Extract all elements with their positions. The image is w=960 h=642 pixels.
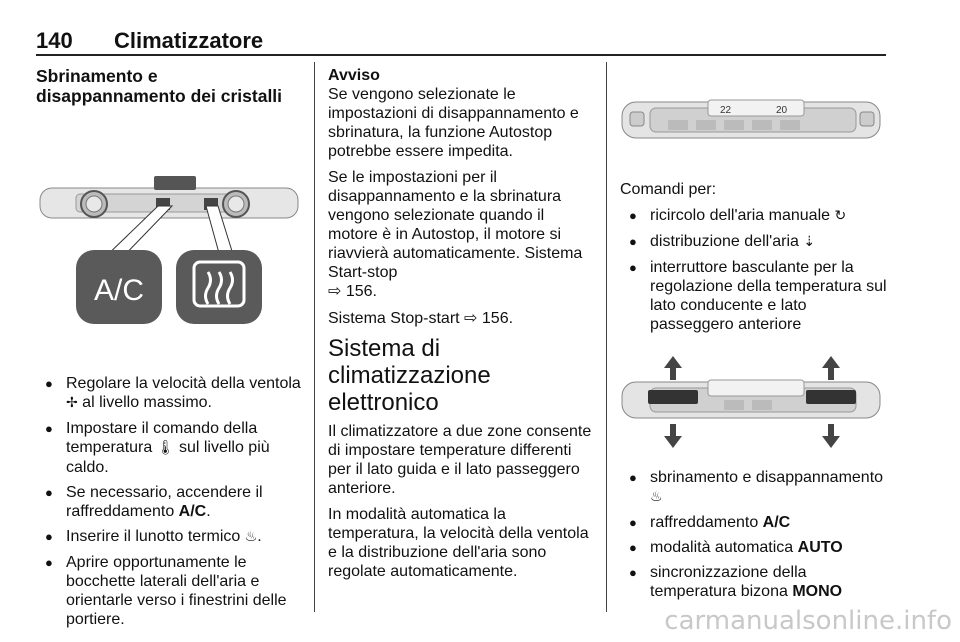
cross-reference: Sistema Stop-start ⇨ 156. — [328, 310, 514, 327]
list-item: ● distribuzione dell'aria ⇣ — [620, 232, 888, 252]
figure-climate-panel — [620, 66, 884, 176]
panel-display-right-temp: 20 — [776, 105, 788, 116]
commands-list-2 — [620, 468, 888, 601]
column-divider-1 — [314, 62, 315, 612]
paragraph-dual-zone: Il climatizzatore a due zone consente di impostare temperature differenti per il lato guida e il lato passeggero anteriore. — [328, 423, 592, 497]
column-2 — [328, 66, 596, 588]
column-3 — [620, 66, 888, 607]
rear-defrost-icon: ♨ — [244, 529, 258, 545]
column-1 — [36, 66, 304, 635]
list-item: ● Aprire opportunamente le bocchette laterali dell'aria e orientarle verso i finestrini delle portiere. — [36, 553, 304, 629]
list-item: ● Impostare il comando della temperatura 🌡 sul livello più caldo. — [36, 419, 304, 477]
list-item: ● Se necessario, accendere il raffreddamento A/C. — [36, 483, 304, 521]
list-item: ● modalità automatica AUTO — [620, 538, 888, 557]
commands-list-1 — [620, 206, 888, 334]
notice-paragraph-2: Se le impostazioni per il disappannamento e la sbrinatura vengono selezionate quando il motore è in Autostop, il motore si riavvierà automaticamente. Sistema Start-stop ⇨ 156. — [328, 169, 583, 300]
page-number: 140 — [36, 28, 73, 53]
section-heading-defrost: Sbrinamento e disappannamento dei cristalli — [36, 66, 283, 106]
section-title-electronic-climate: Sistema di climatizzazione elettronico — [328, 335, 491, 416]
defrost-steps-list — [36, 374, 304, 629]
notice-paragraph-1: Se vengono selezionate le impostazioni di disappannamento e sbrinatura, la funzione Autostop potrebbe essere impedita. — [328, 86, 579, 160]
temperature-icon: 🌡 — [156, 440, 175, 456]
commands-title: Comandi per: — [620, 181, 717, 198]
air-distribution-icon: ⇣ — [803, 234, 816, 250]
list-item: ● sincronizzazione della temperatura bizona MONO — [620, 563, 888, 601]
figure-ac-label: A/C — [93, 274, 145, 307]
notice-title: Avviso — [328, 67, 380, 84]
recirculation-icon: ↻ — [834, 208, 847, 224]
paragraph-auto-mode: In modalità automatica la temperatura, la velocità della ventola e la distribuzione dell'aria sono regolate automaticamente. — [328, 506, 589, 580]
panel-display-left-temp: 22 — [720, 105, 732, 116]
list-item: ● interruttore basculante per la regolazione della temperatura sul lato conducente e lato passeggero anteriore — [620, 258, 888, 334]
windshield-defrost-icon: ♨ — [650, 489, 663, 505]
notice-reference: ⇨ 156. — [328, 283, 377, 300]
list-item: ● Inserire il lunotto termico ♨. — [36, 527, 304, 547]
notice-box — [328, 66, 596, 301]
list-item: ● Regolare la velocità della ventola ✢ al livello massimo. — [36, 374, 304, 413]
footer-watermark: carmanualsonline.info — [664, 606, 952, 636]
figure-temperature-rockers — [620, 354, 884, 450]
chapter-title: Climatizzatore — [114, 28, 264, 53]
column-divider-2 — [606, 62, 607, 612]
header-rule — [36, 54, 886, 56]
list-item: ● ricircolo dell'aria manuale ↻ — [620, 206, 888, 226]
figure-defrost-buttons — [36, 154, 304, 324]
fan-icon: ✢ — [66, 395, 78, 411]
list-item: ● raffreddamento A/C — [620, 513, 888, 532]
list-item: ● sbrinamento e disappannamento ♨ — [620, 468, 888, 507]
